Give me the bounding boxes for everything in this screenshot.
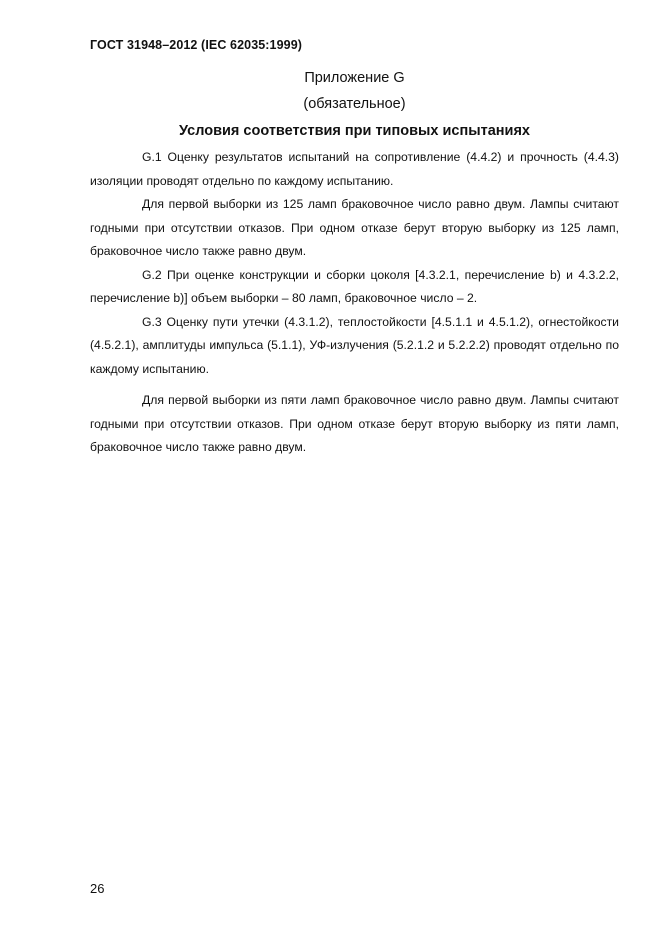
paragraph-g3: G.3 Оценку пути утечки (4.3.1.2), теплостойкости [4.5.1.1 и 4.5.1.2), огнестойкости (4.5.2.1), амплитуды импульса (5.1.1), УФ-излучения (5.2.1.2 и 5.2.2.2) проводят отдельно по каждому испытанию. <box>90 314 619 376</box>
appendix-status: (обязательное) <box>303 96 406 112</box>
section-title: Условия соответствия при типовых испытаниях <box>179 123 530 139</box>
paragraph-g1-sampling: Для первой выборки из 125 ламп браковочное число равно двум. Лампы считают годными при отсутствии отказов. При одном отказе берут вторую выборку из 125 ламп, браковочное число также равно двум. <box>90 197 619 258</box>
paragraph-g1: G.1 Оценку результатов испытаний на сопротивление (4.4.2) и прочность (4.4.3) изоляции проводят отдельно по каждому испытанию. <box>90 150 619 188</box>
paragraph-g3-sampling: Для первой выборки из пяти ламп браковочное число равно двум. Лампы считают годными при отсутствии отказов. При одном отказе берут вторую выборку из пяти ламп, браковочное число также равно двум. <box>90 393 619 454</box>
document-header: ГОСТ 31948–2012 (IEC 62035:1999) <box>90 38 303 52</box>
page-number: 26 <box>90 881 105 896</box>
document-body <box>90 146 619 460</box>
appendix-title: Приложение G <box>304 70 405 86</box>
paragraph-g2: G.2 При оценке конструкции и сборки цоколя [4.3.2.1, перечисление b) и 4.3.2.2, перечисление b)] объем выборки – 80 ламп, браковочное число – 2. <box>90 267 619 305</box>
